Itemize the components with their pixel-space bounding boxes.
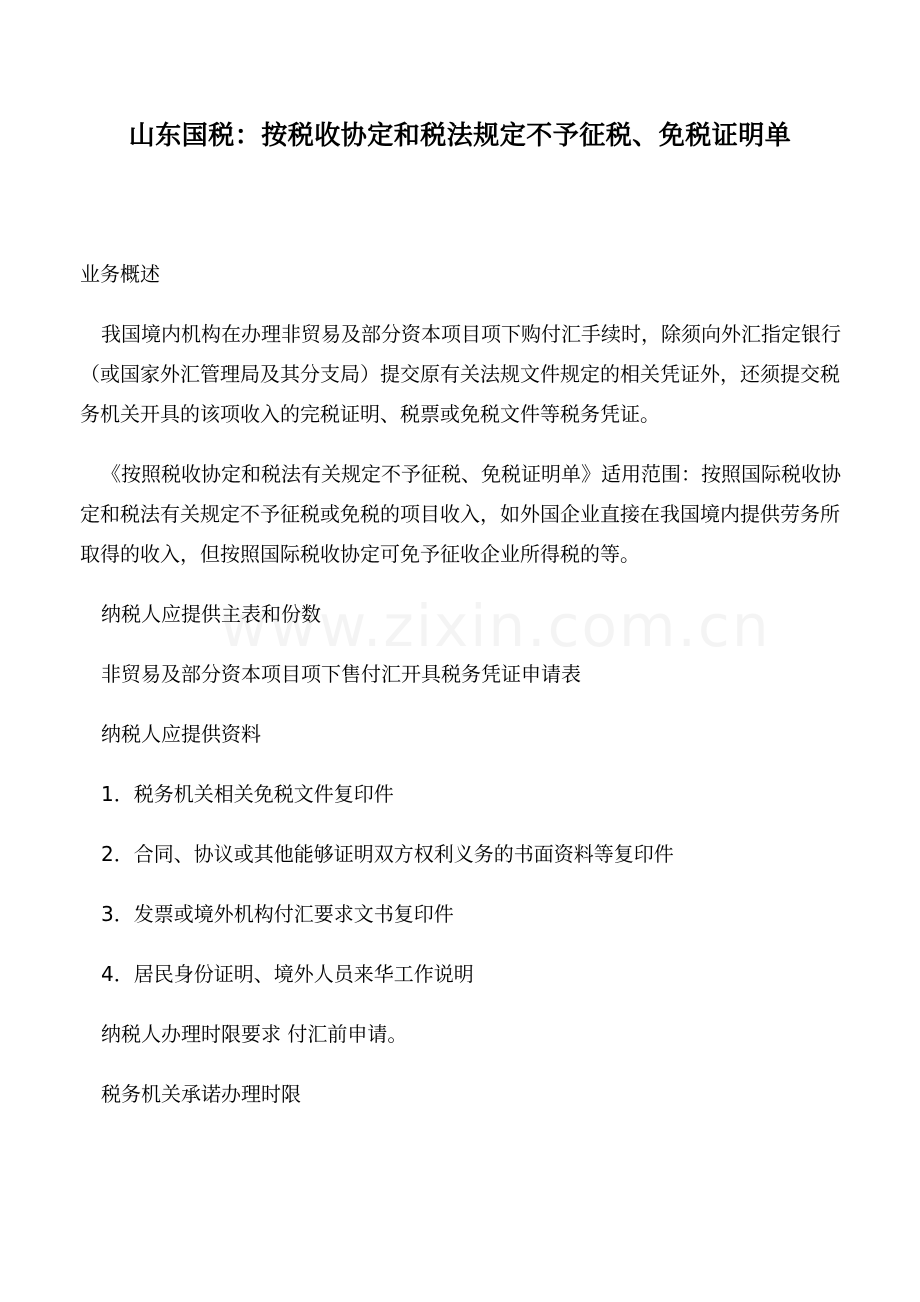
- list-item: 2．合同、协议或其他能够证明双方权利义务的书面资料等复印件: [101, 842, 674, 866]
- heading-required-materials: 纳税人应提供资料: [101, 722, 261, 746]
- list-item: 1．税务机关相关免税文件复印件: [101, 782, 394, 806]
- heading-required-forms: 纳税人应提供主表和份数: [101, 602, 321, 626]
- list-item: 3．发票或境外机构付汇要求文书复印件: [101, 902, 454, 926]
- deadline-requirement: 纳税人办理时限要求 付汇前申请。: [101, 1022, 408, 1046]
- list-item: 4．居民身份证明、境外人员来华工作说明: [101, 962, 474, 986]
- form-name: 非贸易及部分资本项目项下售付汇开具税务凭证申请表: [101, 662, 581, 686]
- document-body: [80, 254, 842, 1134]
- document-title: 山东国税：按税收协定和税法规定不予征税、免税证明单: [128, 121, 792, 151]
- section-heading-overview: 业务概述: [80, 262, 160, 286]
- heading-processing-time: 税务机关承诺办理时限: [101, 1082, 301, 1106]
- paragraph-scope: 《按照税收协定和税法有关规定不予征税、免税证明单》适用范围：按照国际税收协定和税法有关规定不予征税或免税的项目收入，如外国企业直接在我国境内提供劳务所取得的收入，但按照国际税收协定可免予征收企业所得税的等。: [80, 462, 841, 566]
- paragraph-overview: 我国境内机构在办理非贸易及部分资本项目项下购付汇手续时，除须向外汇指定银行（或国家外汇管理局及其分支局）提交原有关法规文件规定的相关凭证外，还须提交税务机关开具的该项收入的完税证明、税票或免税文件等税务凭证。: [80, 322, 841, 426]
